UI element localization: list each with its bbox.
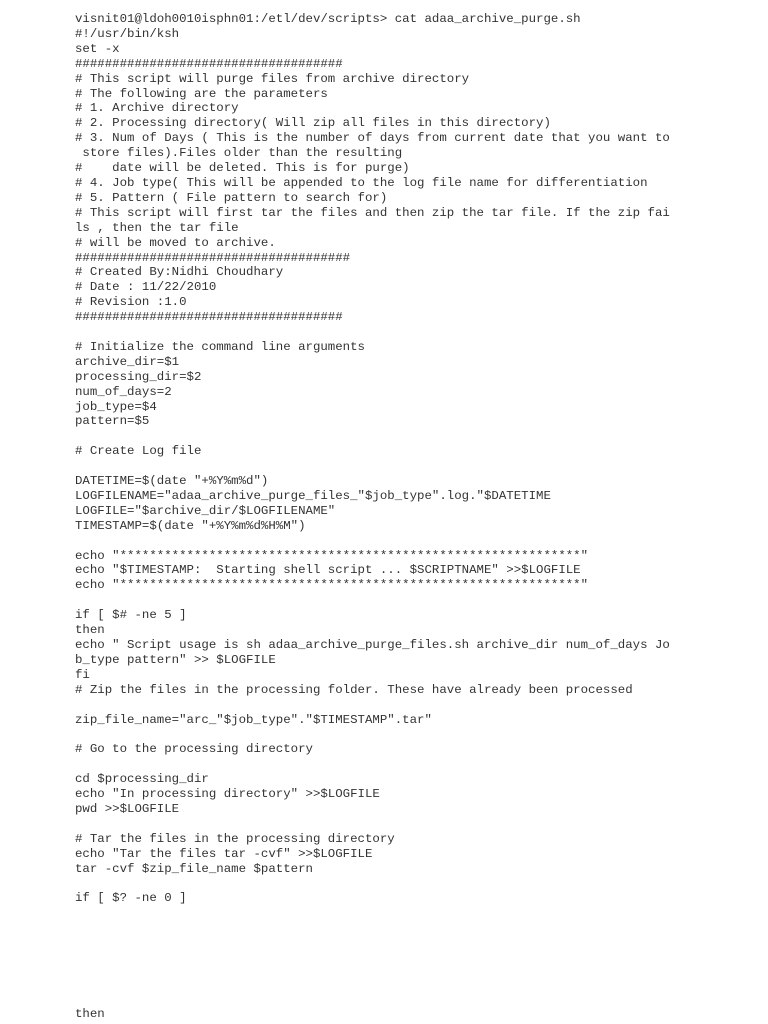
code-line: pwd >>$LOGFILE — [75, 801, 180, 816]
code-line: pattern=$5 — [75, 414, 150, 429]
code-line: # The following are the parameters — [75, 86, 328, 101]
code-line: zip_file_name="arc_"$job_type"."$TIMESTAMP".tar" — [75, 712, 432, 727]
blank-line — [75, 817, 755, 832]
code-line: # Create Log file — [75, 444, 202, 459]
code-line: job_type=$4 — [75, 399, 157, 414]
code-line: LOGFILE="$archive_dir/$LOGFILENAME" — [75, 503, 336, 518]
code-line: # date will be deleted. This is for purge) — [75, 161, 410, 176]
blank-line — [75, 593, 755, 608]
code-line: echo "**************************************************************" — [75, 578, 589, 593]
code-line: echo "**************************************************************" — [75, 548, 589, 563]
code-line: num_of_days=2 — [75, 384, 172, 399]
code-line: # This script will purge files from archive directory — [75, 71, 470, 86]
blank-line — [75, 459, 755, 474]
code-line: ##################################### — [75, 250, 351, 265]
code-line: # Zip the files in the processing folder. These have already been processed — [75, 682, 633, 697]
code-line: # 3. Num of Days ( This is the number of days from current date that you want to — [75, 131, 670, 146]
code-line: # Initialize the command line arguments — [75, 339, 365, 354]
code-line: b_type pattern" >> $LOGFILE — [75, 652, 276, 667]
code-line: echo "Tar the files tar -cvf" >>$LOGFILE — [75, 846, 373, 861]
code-line: #################################### — [75, 310, 343, 325]
code-line: # Go to the processing directory — [75, 742, 313, 757]
code-line: visnit01@ldoh0010isphn01:/etl/dev/scripts> cat adaa_archive_purge.sh — [75, 12, 581, 26]
code-line: if [ $? -ne 0 ] — [75, 891, 187, 906]
code-line: set -x — [75, 41, 120, 56]
code-line: # Revision :1.0 — [75, 295, 187, 310]
code-line: ls , then the tar file — [75, 220, 239, 235]
code-line: #!/usr/bin/ksh — [75, 26, 180, 41]
code-line: fi — [75, 667, 90, 682]
blank-line — [75, 727, 755, 742]
code-line: #################################### — [75, 56, 343, 71]
shell-script-listing — [75, 12, 755, 906]
code-line: # 1. Archive directory — [75, 101, 239, 116]
code-line: if [ $# -ne 5 ] — [75, 608, 187, 623]
blank-line — [75, 325, 755, 340]
blank-line — [75, 876, 755, 891]
code-line-then: then — [75, 1007, 105, 1021]
code-line: # will be moved to archive. — [75, 235, 276, 250]
blank-line — [75, 429, 755, 444]
blank-line — [75, 757, 755, 772]
code-line: processing_dir=$2 — [75, 369, 202, 384]
code-line: # 4. Job type( This will be appended to the log file name for differentiation — [75, 175, 648, 190]
code-line: tar -cvf $zip_file_name $pattern — [75, 861, 313, 876]
code-line: archive_dir=$1 — [75, 354, 180, 369]
code-line: LOGFILENAME="adaa_archive_purge_files_"$job_type".log."$DATETIME — [75, 488, 551, 503]
code-line: # 5. Pattern ( File pattern to search for) — [75, 190, 388, 205]
code-line: # This script will first tar the files and then zip the tar file. If the zip fai — [75, 205, 670, 220]
code-line: store files).Files older than the resulting — [75, 146, 403, 161]
code-line: echo "In processing directory" >>$LOGFILE — [75, 787, 380, 801]
code-line: echo " Script usage is sh adaa_archive_purge_files.sh archive_dir num_of_days Jo — [75, 637, 670, 652]
code-line: # Tar the files in the processing directory — [75, 831, 395, 846]
blank-line — [75, 534, 755, 549]
code-line: then — [75, 623, 105, 638]
code-line: # Date : 11/22/2010 — [75, 280, 217, 295]
code-line: cd $processing_dir — [75, 772, 209, 787]
code-line: TIMESTAMP=$(date "+%Y%m%d%H%M") — [75, 518, 306, 533]
code-line: echo "$TIMESTAMP: Starting shell script ... $SCRIPTNAME" >>$LOGFILE — [75, 563, 581, 578]
code-line: # Created By:Nidhi Choudhary — [75, 265, 284, 280]
code-line: DATETIME=$(date "+%Y%m%d") — [75, 474, 269, 489]
blank-line — [75, 698, 755, 713]
code-line: # 2. Processing directory( Will zip all files in this directory) — [75, 116, 551, 131]
